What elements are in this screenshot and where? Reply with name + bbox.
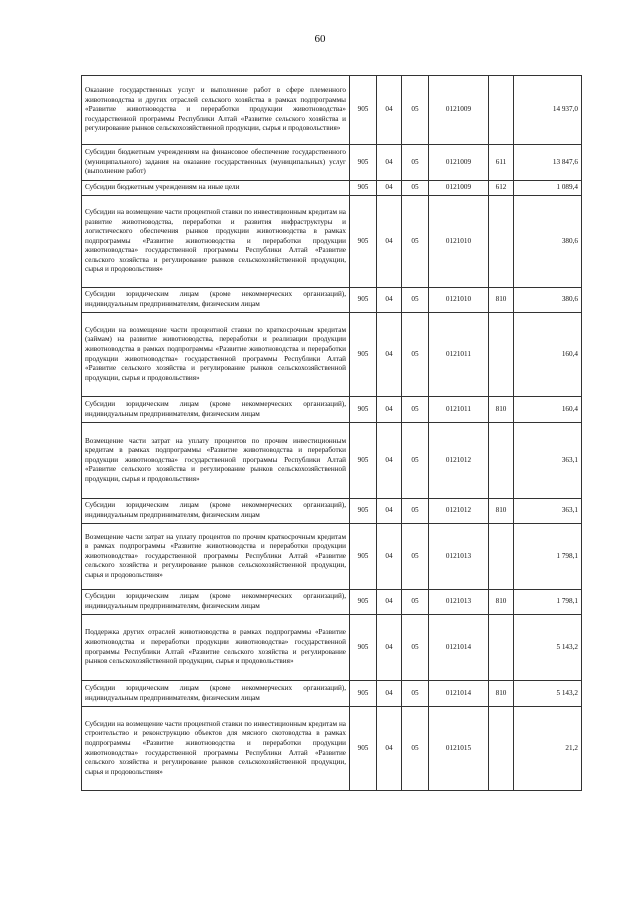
target-article-code: 0121014	[429, 615, 489, 681]
table-row	[82, 423, 582, 499]
section-code: 04	[377, 288, 402, 313]
row-description: Возмещение части затрат на уплату процентов по прочим инвестиционным кредитам в рамках подпрограммы «Развитие животноводства и переработки продукции животноводства» государственной программы Республики Алтай «Развитие сельского хозяйства и регулирование рынков сельскохозяйственной продукции, сырья и продовольствия»	[82, 423, 350, 499]
ministry-code: 905	[350, 590, 377, 615]
subsection-code: 05	[402, 524, 429, 590]
subsection-code: 05	[402, 397, 429, 423]
expense-type-code	[489, 313, 514, 397]
subsection-code: 05	[402, 499, 429, 524]
expense-type-code: 810	[489, 681, 514, 707]
expense-type-code	[489, 707, 514, 791]
amount-value: 21,2	[514, 707, 582, 791]
amount-value: 5 143,2	[514, 681, 582, 707]
target-article-code: 0121009	[429, 145, 489, 181]
target-article-code: 0121009	[429, 76, 489, 145]
ministry-code: 905	[350, 423, 377, 499]
ministry-code: 905	[350, 499, 377, 524]
table-row	[82, 196, 582, 288]
amount-value: 5 143,2	[514, 615, 582, 681]
subsection-code: 05	[402, 590, 429, 615]
amount-value: 1 798,1	[514, 524, 582, 590]
target-article-code: 0121013	[429, 524, 489, 590]
subsection-code: 05	[402, 196, 429, 288]
ministry-code: 905	[350, 397, 377, 423]
target-article-code: 0121012	[429, 423, 489, 499]
amount-value: 160,4	[514, 313, 582, 397]
row-description: Возмещение части затрат на уплату процентов по прочим краткосрочным кредитам в рамках подпрограммы «Развитие животноводства и переработки продукции животноводства» государственной программы Республики Алтай «Развитие сельского хозяйства и регулирование рынков сельскохозяйственной продукции, сырья и продовольствия»	[82, 524, 350, 590]
row-description: Субсидии бюджетным учреждениям на иные цели	[82, 181, 350, 196]
section-code: 04	[377, 707, 402, 791]
subsection-code: 05	[402, 423, 429, 499]
section-code: 04	[377, 397, 402, 423]
section-code: 04	[377, 145, 402, 181]
row-description: Субсидии на возмещение части процентной ставки по краткосрочным кредитам (займам) на развитие животноводства, переработки и реализации продукции животноводства в рамках подпрограммы «Развитие животноводства и переработки продукции животноводства» государственной программы Республики Алтай «Развитие сельского хозяйства и регулирование рынков сельскохозяйственной продукции, сырья и продовольствия»	[82, 313, 350, 397]
amount-value: 1 089,4	[514, 181, 582, 196]
subsection-code: 05	[402, 288, 429, 313]
row-description: Оказание государственных услуг и выполнение работ в сфере племенного животноводства и других отраслей сельского хозяйства в рамках подпрограммы «Развитие животноводства и переработки продукции животноводства» государственной программы Республики Алтай «Развитие сельского хозяйства и регулирование рынков сельскохозяйственной продукции, сырья и продовольствия»	[82, 76, 350, 145]
table-row	[82, 524, 582, 590]
amount-value: 380,6	[514, 288, 582, 313]
expense-type-code	[489, 524, 514, 590]
target-article-code: 0121011	[429, 313, 489, 397]
row-description: Субсидии на возмещение части процентной ставки по инвестиционным кредитам на строительство и реконструкцию объектов для мясного скотоводства в рамках подпрограммы «Развитие животноводства и переработки продукции животноводства» государственной программы Республики Алтай «Развитие сельского хозяйства и регулирование рынков сельскохозяйственной продукции, сырья и продовольствия»	[82, 707, 350, 791]
row-description: Субсидии на возмещение части процентной ставки по инвестиционным кредитам на развитие животноводства, переработки и развития инфраструктуры и логистического обеспечения рынков продукции животноводства в рамках подпрограммы «Развитие животноводства и переработки продукции животноводства» государственной программы Республики Алтай «Развитие сельского хозяйства и регулирование рынков сельскохозяйственной продукции, сырья и продовольствия»	[82, 196, 350, 288]
amount-value: 14 937,0	[514, 76, 582, 145]
amount-value: 13 847,6	[514, 145, 582, 181]
ministry-code: 905	[350, 524, 377, 590]
ministry-code: 905	[350, 145, 377, 181]
expense-type-code: 810	[489, 288, 514, 313]
row-description: Субсидии бюджетным учреждениям на финансовое обеспечение государственного (муниципального) задания на оказание государственных (муниципальных) услуг (выполнение работ)	[82, 145, 350, 181]
subsection-code: 05	[402, 707, 429, 791]
table-row	[82, 76, 582, 145]
expense-type-code: 810	[489, 499, 514, 524]
table-row	[82, 181, 582, 196]
section-code: 04	[377, 76, 402, 145]
subsection-code: 05	[402, 145, 429, 181]
table-row	[82, 313, 582, 397]
amount-value: 363,1	[514, 423, 582, 499]
expense-type-code: 810	[489, 397, 514, 423]
table-row	[82, 681, 582, 707]
ministry-code: 905	[350, 707, 377, 791]
table-row	[82, 288, 582, 313]
ministry-code: 905	[350, 196, 377, 288]
expense-type-code	[489, 423, 514, 499]
target-article-code: 0121010	[429, 288, 489, 313]
row-description: Поддержка других отраслей животноводства в рамках подпрограммы «Развитие животноводства и переработки продукции животноводства» государственной программы Республики Алтай «Развитие сельского хозяйства и регулирование рынков сельскохозяйственной продукции, сырья и продовольствия»	[82, 615, 350, 681]
section-code: 04	[377, 423, 402, 499]
row-description: Субсидии юридическим лицам (кроме некоммерческих организаций), индивидуальным предпринимателям, физическим лицам	[82, 499, 350, 524]
subsection-code: 05	[402, 615, 429, 681]
row-description: Субсидии юридическим лицам (кроме некоммерческих организаций), индивидуальным предпринимателям, физическим лицам	[82, 590, 350, 615]
ministry-code: 905	[350, 313, 377, 397]
ministry-code: 905	[350, 681, 377, 707]
section-code: 04	[377, 590, 402, 615]
expense-type-code: 612	[489, 181, 514, 196]
row-description: Субсидии юридическим лицам (кроме некоммерческих организаций), индивидуальным предпринимателям, физическим лицам	[82, 288, 350, 313]
ministry-code: 905	[350, 76, 377, 145]
section-code: 04	[377, 524, 402, 590]
expense-type-code	[489, 615, 514, 681]
table-row	[82, 145, 582, 181]
budget-table	[81, 75, 582, 791]
ministry-code: 905	[350, 181, 377, 196]
target-article-code: 0121013	[429, 590, 489, 615]
subsection-code: 05	[402, 76, 429, 145]
subsection-code: 05	[402, 313, 429, 397]
table-row	[82, 707, 582, 791]
target-article-code: 0121009	[429, 181, 489, 196]
subsection-code: 05	[402, 181, 429, 196]
section-code: 04	[377, 196, 402, 288]
subsection-code: 05	[402, 681, 429, 707]
amount-value: 363,1	[514, 499, 582, 524]
table-row	[82, 615, 582, 681]
section-code: 04	[377, 313, 402, 397]
budget-table-body	[82, 76, 582, 791]
expense-type-code	[489, 196, 514, 288]
ministry-code: 905	[350, 615, 377, 681]
amount-value: 160,4	[514, 397, 582, 423]
row-description: Субсидии юридическим лицам (кроме некоммерческих организаций), индивидуальным предпринимателям, физическим лицам	[82, 681, 350, 707]
section-code: 04	[377, 681, 402, 707]
section-code: 04	[377, 499, 402, 524]
table-row	[82, 590, 582, 615]
expense-type-code	[489, 76, 514, 145]
target-article-code: 0121012	[429, 499, 489, 524]
target-article-code: 0121015	[429, 707, 489, 791]
section-code: 04	[377, 181, 402, 196]
row-description: Субсидии юридическим лицам (кроме некоммерческих организаций), индивидуальным предпринимателям, физическим лицам	[82, 397, 350, 423]
section-code: 04	[377, 615, 402, 681]
expense-type-code: 611	[489, 145, 514, 181]
target-article-code: 0121011	[429, 397, 489, 423]
amount-value: 380,6	[514, 196, 582, 288]
target-article-code: 0121010	[429, 196, 489, 288]
page-number: 60	[314, 33, 326, 45]
ministry-code: 905	[350, 288, 377, 313]
table-row	[82, 499, 582, 524]
target-article-code: 0121014	[429, 681, 489, 707]
table-row	[82, 397, 582, 423]
amount-value: 1 798,1	[514, 590, 582, 615]
expense-type-code: 810	[489, 590, 514, 615]
